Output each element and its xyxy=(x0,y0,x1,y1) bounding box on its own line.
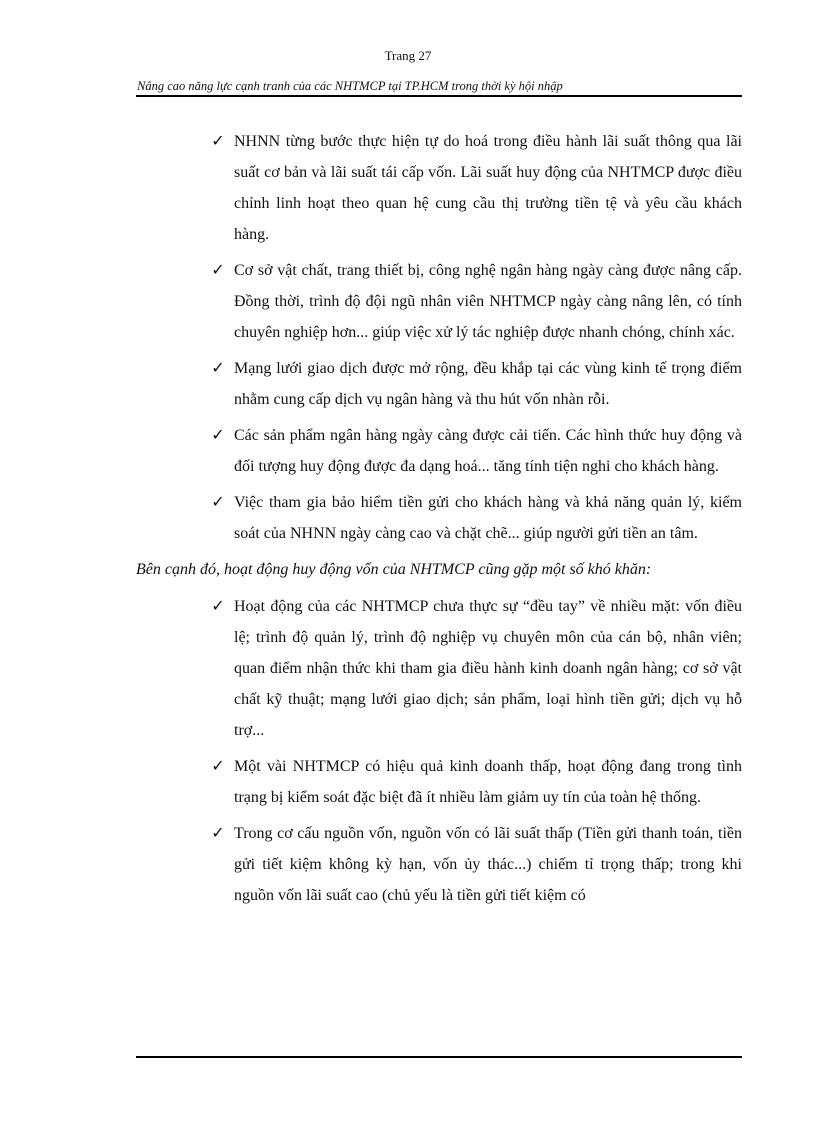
list-item xyxy=(211,126,742,250)
list-item xyxy=(211,818,742,911)
checkmark-icon: ✓ xyxy=(211,360,225,377)
page-number: Trang 27 xyxy=(384,48,432,63)
list-item-text: Hoạt động của các NHTMCP chưa thực sự “đều tay” về nhiều mặt: vốn điều lệ; trình độ quản lý, trình độ nghiệp vụ chuyên môn của cán bộ, nhân viên; quan điểm nhận thức khi tham gia điều hành kinh doanh ngân hàng; cơ sở vật chất kỹ thuật; mạng lưới giao dịch; sản phẩm, loại hình tiền gửi; dịch vụ hỗ trợ... xyxy=(234,598,742,739)
intro-paragraph: Bên cạnh đó, hoạt động huy động vốn của NHTMCP cũng gặp một số khó khăn: xyxy=(136,561,652,578)
header-rule xyxy=(136,95,742,97)
checkmark-icon: ✓ xyxy=(211,758,225,775)
checkmark-icon: ✓ xyxy=(211,427,225,444)
footer-rule xyxy=(136,1056,742,1058)
list-item-text: Cơ sở vật chất, trang thiết bị, công nghệ ngân hàng ngày càng được nâng cấp. Đồng thời, trình độ đội ngũ nhân viên NHTMCP ngày càng nâng lên, có tính chuyên nghiệp hơn... giúp việc xử lý tác nghiệp được nhanh chóng, chính xác. xyxy=(234,262,742,341)
checkmark-icon: ✓ xyxy=(211,133,225,150)
list-item xyxy=(211,255,742,348)
list-item xyxy=(211,487,742,549)
list-item-text: Việc tham gia bảo hiểm tiền gửi cho khách hàng và khả năng quản lý, kiểm soát của NHNN ngày càng cao và chặt chẽ... giúp người gửi tiền an tâm. xyxy=(234,494,742,542)
checkmark-icon: ✓ xyxy=(211,598,225,615)
list-item xyxy=(211,591,742,746)
checkmark-icon: ✓ xyxy=(211,494,225,511)
list-item-text: Một vài NHTMCP có hiệu quả kinh doanh thấp, hoạt động đang trong tình trạng bị kiểm soát đặc biệt đã ít nhiều làm giảm uy tín của toàn hệ thống. xyxy=(234,758,742,806)
list-item-text: NHNN từng bước thực hiện tự do hoá trong điều hành lãi suất thông qua lãi suất cơ bản và lãi suất tái cấp vốn. Lãi suất huy động của NHTMCP được điều chỉnh linh hoạt theo quan hệ cung cầu thị trường tiền tệ và yêu cầu khách hàng. xyxy=(234,133,742,243)
list-item xyxy=(211,353,742,415)
difficulties-list xyxy=(136,591,742,911)
body-content xyxy=(136,126,742,916)
checkmark-icon: ✓ xyxy=(211,825,225,842)
list-item xyxy=(211,420,742,482)
checkmark-icon: ✓ xyxy=(211,262,225,279)
list-item xyxy=(211,751,742,813)
advantages-list xyxy=(136,126,742,549)
list-item-text: Các sản phẩm ngân hàng ngày càng được cải tiến. Các hình thức huy động và đối tượng huy động được đa dạng hoá... tăng tính tiện nghi cho khách hàng. xyxy=(234,427,742,475)
running-header: Nâng cao năng lực cạnh tranh của các NHTMCP tại TP.HCM trong thời kỳ hội nhập xyxy=(137,79,563,93)
list-item-text: Mạng lưới giao dịch được mở rộng, đều khắp tại các vùng kinh tế trọng điểm nhằm cung cấp dịch vụ ngân hàng và thu hút vốn nhàn rỗi. xyxy=(234,360,742,408)
list-item-text: Trong cơ cấu nguồn vốn, nguồn vốn có lãi suất thấp (Tiền gửi thanh toán, tiền gửi tiết kiệm không kỳ hạn, vốn ủy thác...) chiếm tỉ trọng thấp; trong khi nguồn vốn lãi suất cao (chủ yếu là tiền gửi tiết kiệm có xyxy=(234,825,742,904)
